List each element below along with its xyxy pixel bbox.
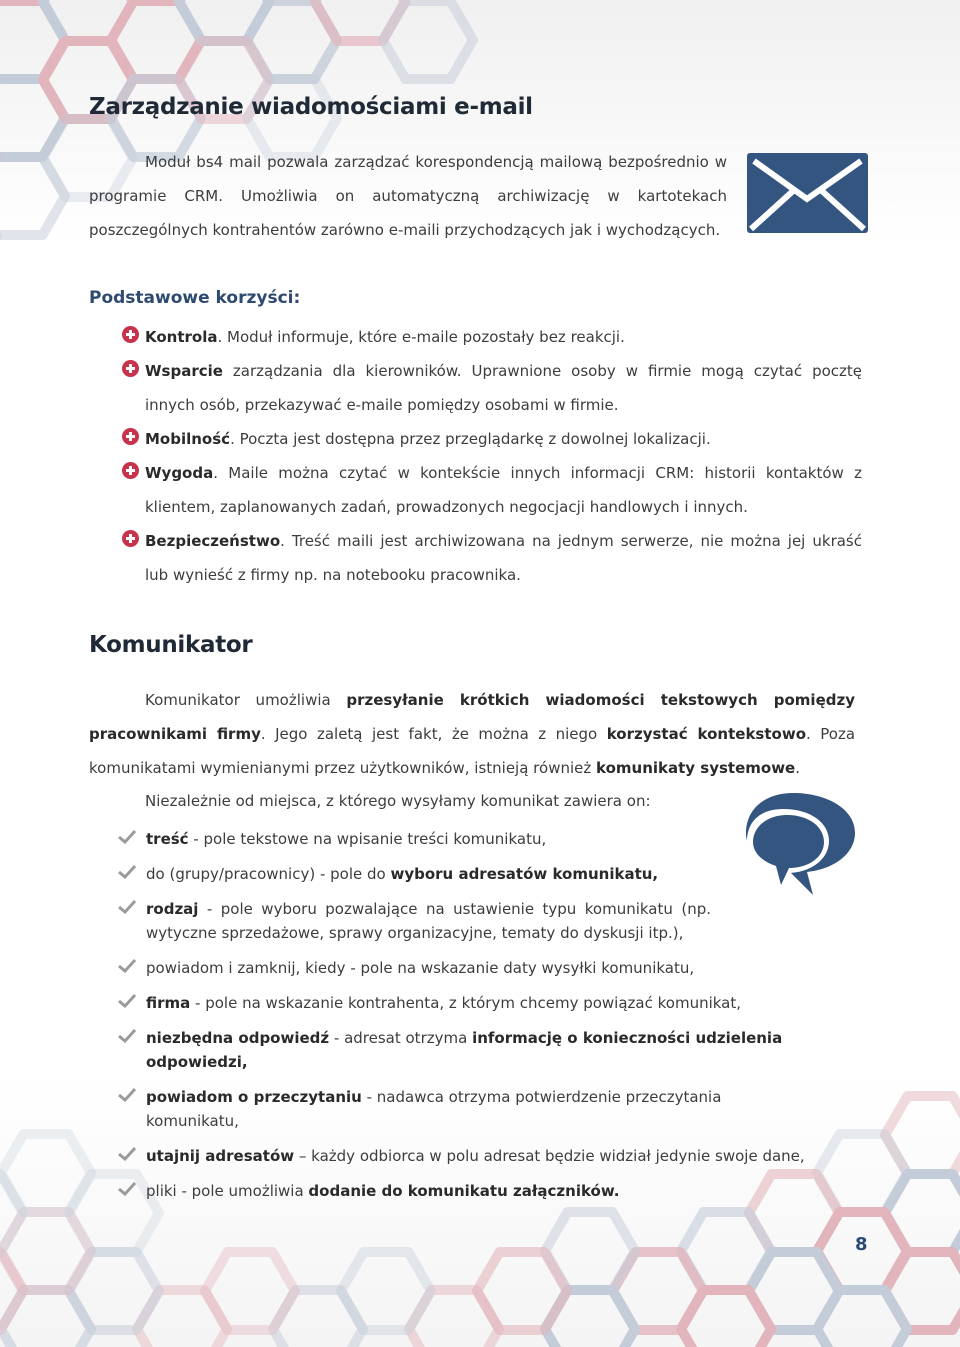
feature-item — [118, 1179, 818, 1203]
benefit-item — [122, 320, 862, 354]
plus-circle-icon — [122, 462, 139, 479]
benefit-bold: Wygoda — [145, 464, 214, 482]
benefits-list — [122, 320, 862, 592]
benefit-text: . Treść maili jest archiwizowana na jednym serwerze, nie można jej ukraść lub wynieść z firmy np. na notebooku pracownika. — [145, 532, 862, 584]
benefit-text: zarządzania dla kierowników. Uprawnione osoby w firmie mogą czytać pocztę innych osób, przekazywać e-maile pomiędzy osobami w firmie. — [145, 362, 862, 414]
intro-text: . — [795, 759, 801, 777]
komunikator-lead-paragraph: Niezależnie od miejsca, z którego wysyłamy komunikat zawiera on: — [145, 792, 651, 810]
feature-bold: niezbędna odpowiedź — [146, 1029, 330, 1047]
page-number: 8 — [855, 1234, 868, 1255]
feature-item — [118, 956, 818, 980]
feature-text: powiadom i zamknij, kiedy - pole na wskazanie daty wysyłki komunikatu, — [146, 959, 695, 977]
feature-bold: firma — [146, 994, 191, 1012]
feature-bold: informację o konieczności udzielenia odpowiedzi, — [146, 1029, 783, 1071]
plus-circle-icon — [122, 360, 139, 377]
checkmark-icon — [118, 994, 136, 1008]
feature-text: - pole na wskazanie kontrahenta, z którym chcemy powiązać komunikat, — [190, 994, 742, 1012]
benefit-item — [122, 524, 862, 592]
feature-bold: powiadom o przeczytaniu — [146, 1088, 362, 1106]
feature-bold: dodanie do komunikatu załączników. — [308, 1182, 620, 1200]
benefit-item — [122, 422, 862, 456]
feature-item — [118, 862, 818, 886]
benefit-item — [122, 456, 862, 524]
intro-bold: komunikaty systemowe — [596, 759, 796, 777]
komunikator-section-heading: Komunikator — [89, 632, 253, 658]
feature-text: – każdy odbiorca w polu adresat będzie widział jedynie swoje dane, — [294, 1147, 805, 1165]
checkmark-icon — [118, 900, 136, 914]
feature-item — [118, 1026, 818, 1074]
intro-bold: przesyłanie krótkich wiadomości tekstowych pomiędzy pracownikami firmy — [89, 691, 855, 743]
benefit-text: . Poczta jest dostępna przez przeglądarkę z dowolnej lokalizacji. — [230, 430, 711, 448]
feature-bold: wyboru adresatów komunikatu, — [390, 865, 659, 883]
benefit-bold: Wsparcie — [145, 362, 223, 380]
feature-item — [118, 827, 818, 851]
feature-text: - pole wyboru pozwalające na ustawienie typu komunikatu (np. wytyczne sprzedażowe, sprawy organizacyjne, tematy do dyskusji itp.), — [146, 900, 711, 942]
feature-bold: rodzaj — [146, 900, 199, 918]
checkmark-icon — [118, 1029, 136, 1043]
benefit-item — [122, 354, 862, 422]
feature-text: pliki - pole umożliwia — [146, 1182, 309, 1200]
feature-item — [118, 991, 818, 1015]
intro-text: . Poza komunikatami wymienianymi przez użytkowników, istnieją również — [89, 725, 856, 777]
intro-text: Komunikator umożliwia — [145, 691, 347, 709]
feature-text: - adresat otrzyma — [329, 1029, 473, 1047]
checkmark-icon — [118, 959, 136, 973]
benefit-bold: Bezpieczeństwo — [145, 532, 281, 550]
intro-bold: korzystać kontekstowo — [606, 725, 806, 743]
benefit-bold: Kontrola — [145, 328, 218, 346]
benefit-text: . Moduł informuje, które e-maile pozostały bez reakcji. — [217, 328, 625, 346]
benefit-bold: Mobilność — [145, 430, 231, 448]
checkmark-icon — [118, 830, 136, 844]
envelope-icon — [745, 151, 870, 235]
email-section-heading: Zarządzanie wiadomościami e-mail — [89, 94, 533, 120]
feature-text: - pole tekstowe na wpisanie treści komunikatu, — [188, 830, 547, 848]
feature-text: do (grupy/pracownicy) - pole do — [146, 865, 391, 883]
feature-item — [118, 1085, 818, 1133]
feature-bold: treść — [146, 830, 189, 848]
plus-circle-icon — [122, 530, 139, 547]
checkmark-icon — [118, 865, 136, 879]
feature-item — [118, 1144, 818, 1168]
feature-item — [118, 897, 711, 945]
intro-text: . Jego zaletą jest fakt, że można z niego — [260, 725, 607, 743]
plus-circle-icon — [122, 326, 139, 343]
komunikator-intro-paragraph — [89, 683, 855, 785]
checkmark-icon — [118, 1088, 136, 1102]
feature-text: - nadawca otrzyma potwierdzenie przeczytania komunikatu, — [146, 1088, 722, 1130]
komunikator-features-list — [118, 827, 818, 1214]
benefit-text: . Maile można czytać w kontekście innych informacji CRM: historii kontaktów z klientem, zaplanowanych zadań, prowadzonych negocjacji handlowych i innych. — [145, 464, 862, 516]
checkmark-icon — [118, 1182, 136, 1196]
plus-circle-icon — [122, 428, 139, 445]
checkmark-icon — [118, 1147, 136, 1161]
email-intro-paragraph: Moduł bs4 mail pozwala zarządzać korespondencją mailową bezpośrednio w programie CRM. Umożliwia on automatyczną archiwizację w kartotekach poszczególnych kontrahentów zarówno e-maili przychodzących jak i wychodzących. — [89, 153, 727, 239]
benefits-heading: Podstawowe korzyści: — [89, 288, 301, 308]
feature-bold: utajnij adresatów — [146, 1147, 295, 1165]
